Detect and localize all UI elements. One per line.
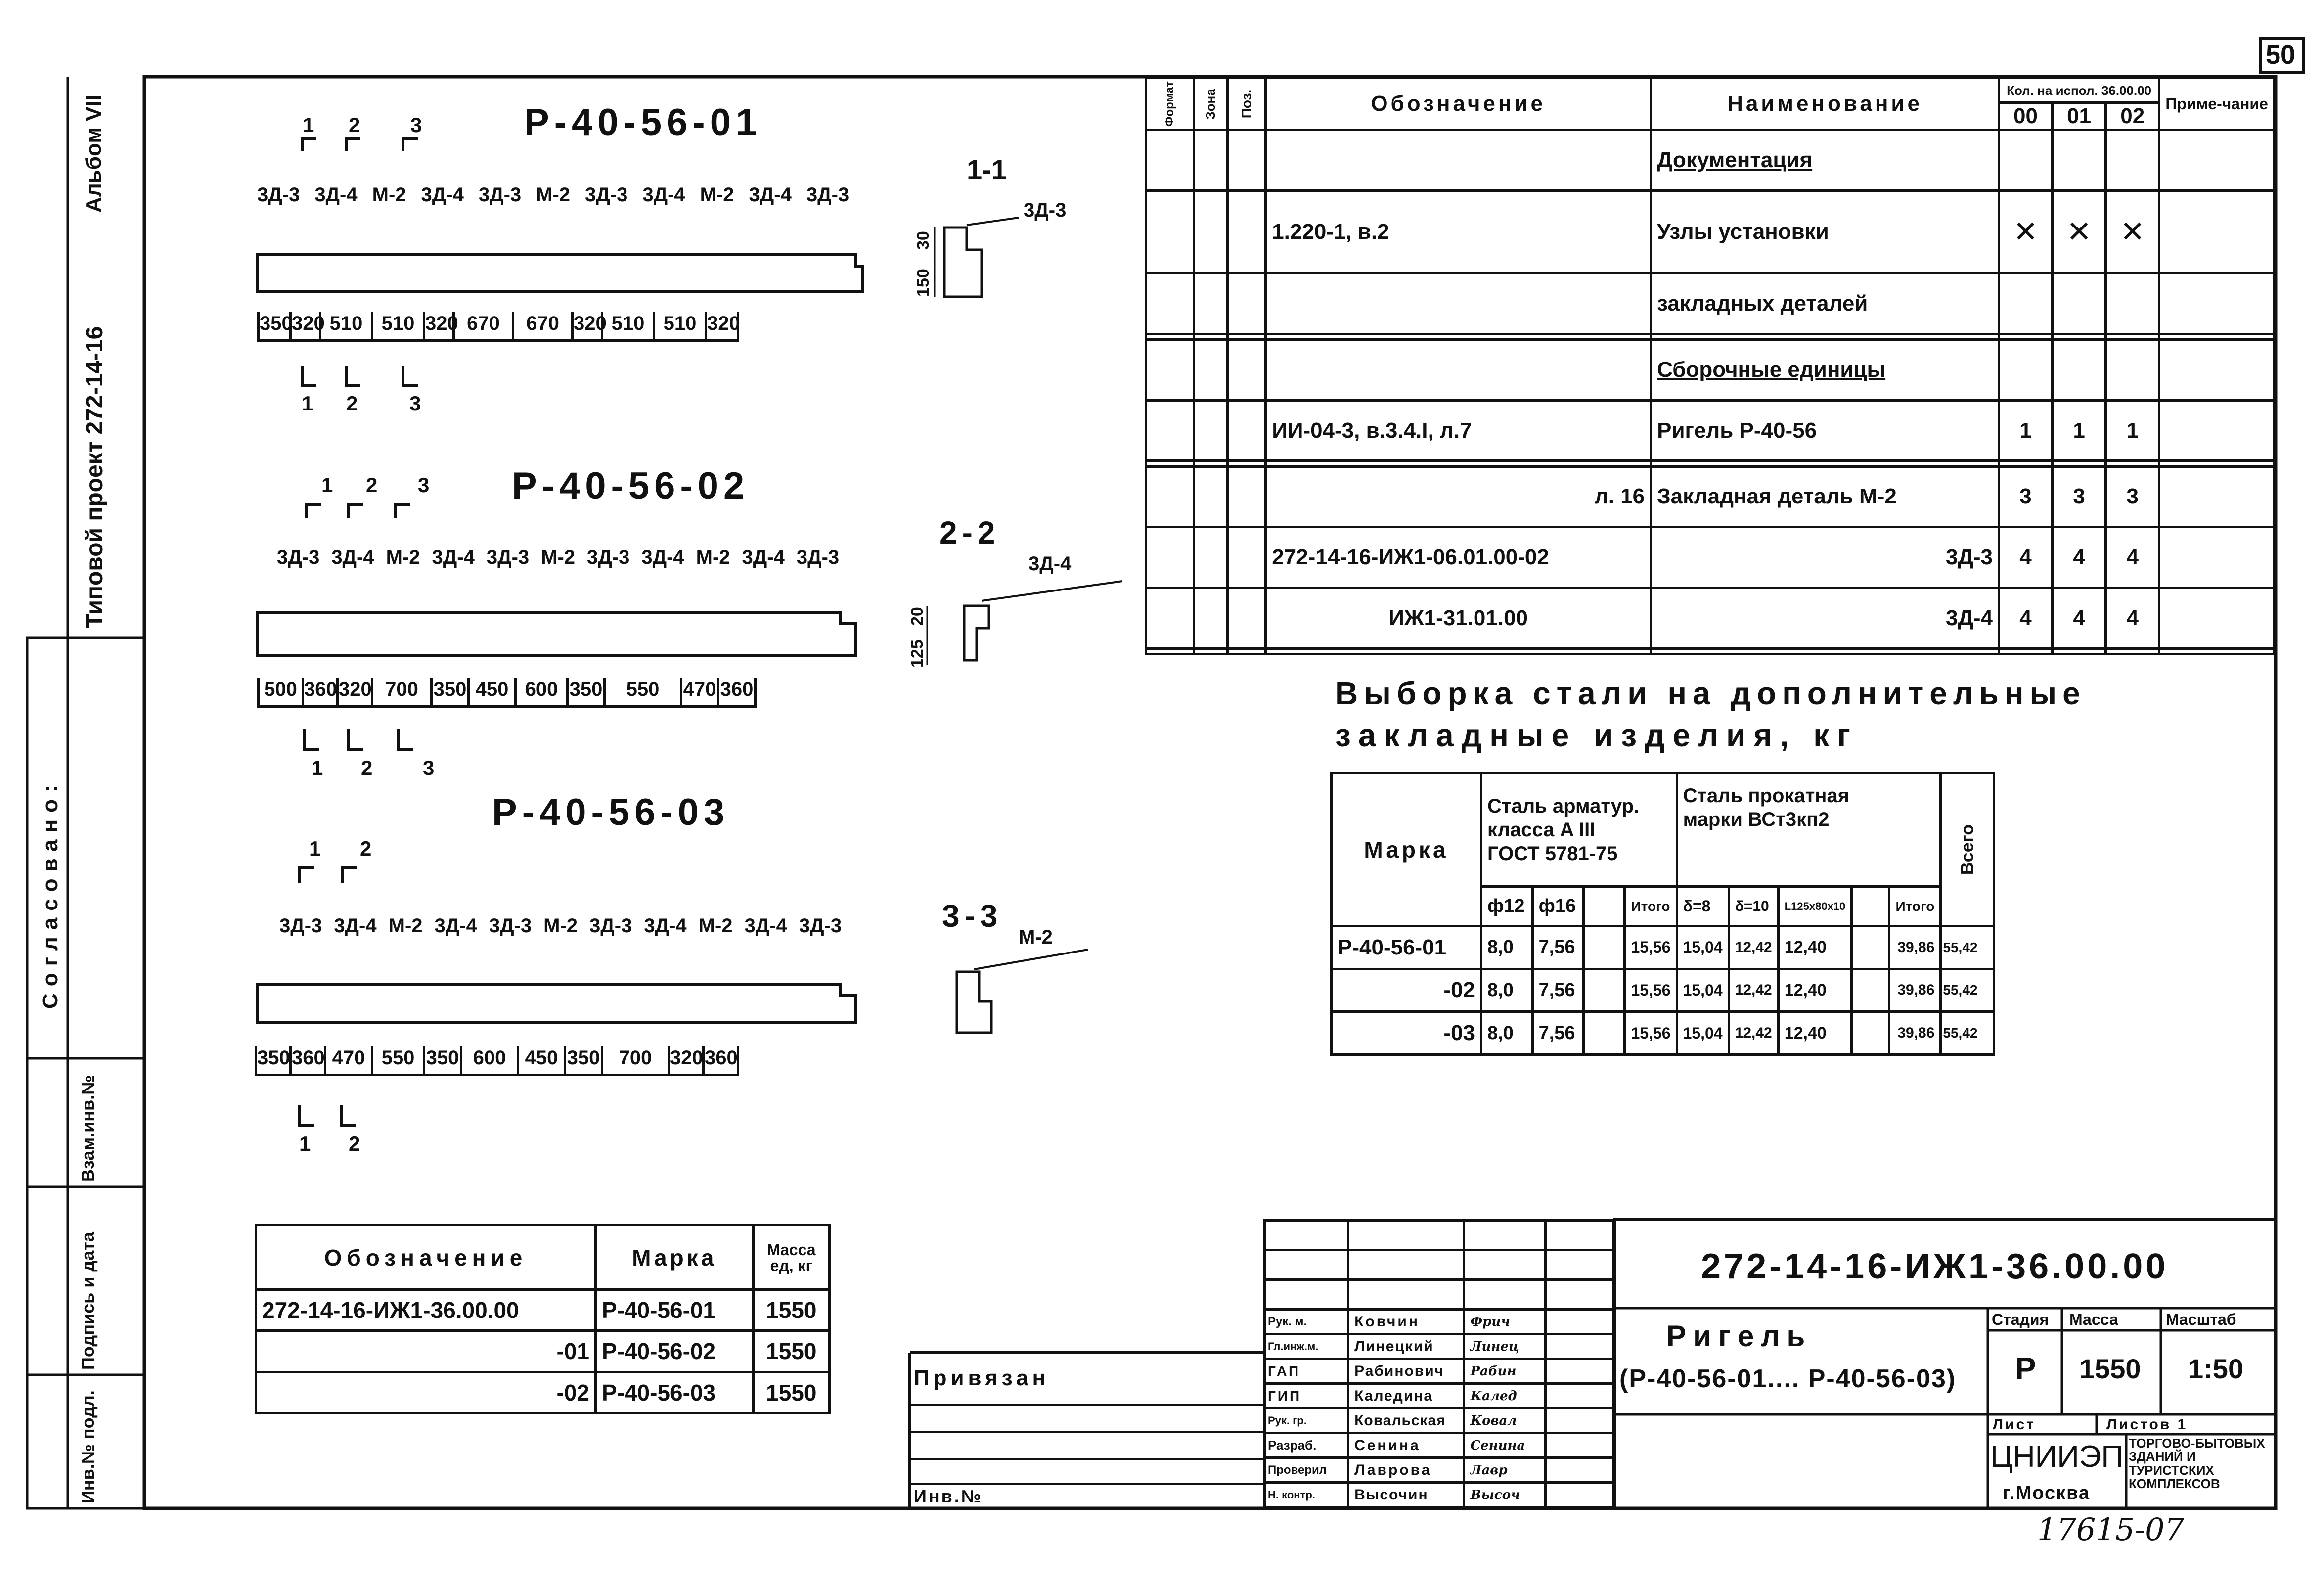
spec-row-name: Сборочные единицы — [1651, 339, 1999, 400]
signature: Линец — [1464, 1334, 1545, 1359]
beam-2-dim: 470 — [682, 678, 719, 705]
beam-2-dim: 360 — [304, 678, 339, 705]
spec-head-qty-01: 01 — [2053, 103, 2106, 130]
series-label: Типовой проект 272-14-16 — [82, 326, 108, 628]
spec-row-name: закладных деталей — [1651, 273, 1999, 334]
beam-2-section-bottom-1: 1 — [312, 756, 323, 779]
steel-row: Р-40-56-01 8,0 7,56 15,56 15,04 12,42 12,40 39,86 55,42 — [1332, 926, 1994, 969]
beam-1-dim: 320 — [707, 312, 739, 339]
spec-head-qty-00: 00 — [1999, 103, 2052, 130]
signature: Рабин — [1464, 1359, 1545, 1384]
section-3-title: 3-3 — [942, 898, 1003, 934]
sheet-number: 50 — [2266, 40, 2296, 70]
title-scale: 1:50 — [2188, 1353, 2244, 1384]
marks-row: -02 Р-40-56-03 1550 — [256, 1372, 830, 1413]
beam-1-dim: 510 — [655, 312, 707, 339]
spec-row-name: Узлы установки — [1651, 190, 1999, 273]
beam-3-dim: 470 — [326, 1046, 373, 1074]
beam-1-section-top-1: 1 — [303, 113, 314, 136]
beam-3-label: 3Д-4 — [434, 915, 477, 937]
spec-row: 1.220-1, в.2 Узлы установки ✕ ✕ ✕ — [1146, 190, 2275, 273]
beam-2-dim: 550 — [606, 678, 682, 705]
marks-row: 272-14-16-ИЖ1-36.00.00 Р-40-56-01 1550 — [256, 1290, 830, 1331]
spec-head-zone: Зона — [1194, 78, 1228, 130]
beam-2-dim: 700 — [373, 678, 433, 705]
beam-2-section-bottom-3: 3 — [423, 756, 435, 779]
beam-3-dim: 350 — [425, 1046, 462, 1074]
beam-2-section-top-2: 2 — [366, 473, 378, 497]
beam-2-dim: 350 — [569, 678, 606, 705]
beam-2-section-top-1: 1 — [321, 473, 333, 497]
beam-2-dim: 450 — [470, 678, 517, 705]
title-org: ЦНИИЭП — [1990, 1440, 2123, 1474]
binding-inv-label: Инв.№ — [914, 1486, 983, 1506]
section-1-title: 1-1 — [967, 154, 1007, 185]
title-stage: Р — [2015, 1351, 2036, 1386]
marks-row: -01 Р-40-56-02 1550 — [256, 1331, 830, 1372]
spec-row: ИИ-04-3, в.3.4.I, л.7 Ригель Р-40-56 1 1 1 — [1146, 400, 2275, 461]
album-label: Альбом VII — [82, 94, 106, 213]
beam-3-label: М-2 — [698, 915, 733, 937]
people-row: Разраб. Сенина Сенина — [1265, 1433, 1613, 1458]
steel-head-rebar: Сталь арматур. класса A III ГОСТ 5781-75 — [1481, 773, 1677, 887]
section-2-title: 2-2 — [939, 515, 1000, 550]
steel-title-1: Выборка стали на дополнительные — [1335, 676, 2086, 711]
beam-2-label: М-2 — [541, 546, 576, 568]
beam-3-section-bottom-2: 2 — [349, 1132, 360, 1155]
beam-1-section-top-3: 3 — [410, 113, 422, 136]
people-row: Проверил Лаврова Лавр — [1265, 1458, 1613, 1483]
title-name-1: Ригель — [1666, 1319, 1812, 1353]
beam-1-dim: 320 — [425, 312, 455, 339]
spec-row-name: Ригель Р-40-56 — [1651, 400, 1999, 461]
beam-3-section-bottom-1: 1 — [299, 1132, 311, 1155]
section-1-dim-a: 30 — [914, 231, 933, 250]
beam-3-section-top-1: 1 — [309, 837, 321, 860]
beam-1-dim: 510 — [603, 312, 655, 339]
beam-3-label: М-2 — [543, 915, 578, 937]
beam-1-label: 3Д-3 — [585, 184, 628, 206]
steel-head-rolled: Сталь прокатная марки ВСт3кп2 — [1677, 773, 1941, 887]
beam-2-label: М-2 — [386, 546, 420, 568]
beam-2-section-top-3: 3 — [418, 473, 430, 497]
beam-3-label: 3Д-3 — [489, 915, 532, 937]
title-head-stage: Стадия — [1992, 1311, 2049, 1328]
steel-row: -03 8,0 7,56 15,56 15,04 12,42 12,40 39,86 55,42 — [1332, 1012, 1994, 1055]
beam-1-label: М-2 — [536, 184, 571, 206]
people-row: Гл.инж.м. Линецкий Линец — [1265, 1334, 1613, 1359]
people-row: Рук. гр. Ковальская Ковал — [1265, 1408, 1613, 1433]
spec-row-name: Документация — [1651, 130, 1999, 191]
title-name-2: (Р-40-56-01.... Р-40-56-03) — [1619, 1364, 1957, 1393]
beam-1-dim: 350 — [260, 312, 292, 339]
signature: Сенина — [1464, 1433, 1545, 1458]
beam-1-label: 3Д-4 — [642, 184, 685, 206]
beam-1-dim: 510 — [321, 312, 373, 339]
beam-3-label: М-2 — [388, 915, 423, 937]
beam-3-dim: 350 — [566, 1046, 603, 1074]
beam-2-dim: 600 — [517, 678, 569, 705]
spec-row: л. 16 Закладная деталь М-2 3 3 3 — [1146, 466, 2275, 527]
beam-3-dim: 360 — [705, 1046, 739, 1074]
spec-row: ИЖ1-31.01.00 3Д-4 4 4 4 — [1146, 588, 2275, 649]
title-head-mass: Масса — [2069, 1311, 2118, 1328]
signature: Ковал — [1464, 1408, 1545, 1433]
beam-3-label: 3Д-4 — [334, 915, 377, 937]
section-2-label: 3Д-4 — [1028, 553, 1072, 575]
beam-3-dim: 320 — [670, 1046, 705, 1074]
beam-1-label: М-2 — [700, 184, 734, 206]
beam-1-label: 3Д-4 — [314, 184, 358, 206]
beam-2-label: 3Д-3 — [486, 546, 530, 568]
beam-3-title: Р-40-56-03 — [492, 791, 730, 833]
beam-1-section-bottom-1: 1 — [302, 392, 313, 415]
beam-1-dim: 670 — [455, 312, 514, 339]
beam-3-dim: 700 — [603, 1046, 670, 1074]
beam-1-label: 3Д-4 — [421, 184, 464, 206]
people-row: Рук. м. Ковчин Фрич — [1265, 1310, 1613, 1334]
spec-head-name: Наименование — [1651, 78, 1999, 130]
section-2-dim-a: 20 — [908, 607, 927, 626]
beam-1-label: 3Д-4 — [749, 184, 792, 206]
spec-row-name: 3Д-3 — [1651, 527, 1999, 588]
beam-3-label: 3Д-4 — [644, 915, 687, 937]
beam-1-section-bottom-3: 3 — [409, 392, 421, 415]
beam-2-label: 3Д-4 — [331, 546, 374, 568]
title-head-scale: Масштаб — [2166, 1311, 2236, 1328]
marks-head-designation: Обозначение — [256, 1226, 596, 1290]
people-row: ГИП Каледина Калед — [1265, 1384, 1613, 1408]
spec-head-designation: Обозначение — [1266, 78, 1651, 130]
footer-note: 17615-07 — [2037, 1511, 2185, 1547]
beam-2-label: 3Д-3 — [796, 546, 840, 568]
inv-orig-label: Инв.№ подл. — [78, 1390, 98, 1503]
beam-1-section-top-2: 2 — [349, 113, 360, 136]
beam-2-label: 3Д-4 — [641, 546, 684, 568]
beam-2-dim: 320 — [339, 678, 373, 705]
beam-3-dim: 600 — [462, 1046, 519, 1074]
title-doc-number: 272-14-16-ИЖ1-36.00.00 — [1701, 1247, 2169, 1286]
beam-1-label: 3Д-3 — [257, 184, 300, 206]
beam-1-label: М-2 — [372, 184, 406, 206]
signature: Фрич — [1464, 1310, 1545, 1334]
beam-1-dim: 320 — [574, 312, 603, 339]
spec-head-pos: Поз. — [1227, 78, 1265, 130]
spec-head-note: Приме-чание — [2159, 78, 2275, 130]
beam-3-dim: 550 — [373, 1046, 425, 1074]
marks-head-mass: Масса ед, кг — [753, 1226, 829, 1290]
people-row: Н. контр. Высочин Высоч — [1265, 1483, 1613, 1507]
steel-table: Марка Сталь арматур. класса A III ГОСТ 5781-75 Сталь прокатная марки ВСт3кп2 Всего ф12 ф16 Итого δ=8 δ=10 L125x80x10 Итого Р-40-56-01 8,0 7,56 15,56 15,04 12,42 12,40 39,86 55,42 -02 8,0 7,56 15,56 15,04 12,42 12,40 39,86 55,42 -03 8,0 7,56 15,56 15,04 12,42 12,40 39,86 55,42 — [1330, 772, 1995, 1056]
spec-head-format: Формат — [1146, 78, 1194, 130]
beam-2-title: Р-40-56-02 — [512, 465, 750, 507]
beam-2-label: 3Д-3 — [277, 546, 320, 568]
title-city: г.Москва — [2003, 1483, 2091, 1503]
section-2-dim-b: 125 — [908, 639, 927, 668]
spec-head-qty: Кол. на испол. 36.00.00 — [1999, 78, 2159, 103]
inv-repl-label: Взам.инв.№ — [78, 1075, 98, 1182]
beam-2-label: 3Д-3 — [587, 546, 630, 568]
marks-head-mark: Марка — [595, 1226, 753, 1290]
spec-head-qty-02: 02 — [2106, 103, 2159, 130]
beam-3-label: 3Д-3 — [589, 915, 632, 937]
title-sheet: Лист — [1993, 1416, 2036, 1433]
beam-1-section-bottom-2: 2 — [346, 392, 358, 415]
beam-1-dim: 320 — [292, 312, 321, 339]
steel-row: -02 8,0 7,56 15,56 15,04 12,42 12,40 39,86 55,42 — [1332, 969, 1994, 1012]
steel-head-mark: Марка — [1332, 773, 1481, 926]
title-mass: 1550 — [2079, 1353, 2141, 1384]
title-sheets: Листов 1 — [2106, 1416, 2188, 1433]
beam-2-section-bottom-2: 2 — [361, 756, 373, 779]
beam-3-dim: 450 — [519, 1046, 566, 1074]
beam-3-label: 3Д-3 — [279, 915, 322, 937]
beam-3-dim: 350 — [257, 1046, 292, 1074]
beam-1-dim: 670 — [514, 312, 574, 339]
section-1-label: 3Д-3 — [1024, 199, 1067, 221]
beam-3-dim: 360 — [292, 1046, 326, 1074]
section-3-label: М-2 — [1019, 926, 1053, 948]
signature: Высоч — [1464, 1483, 1545, 1507]
beam-2-label: 3Д-4 — [742, 546, 785, 568]
spec-row-name: Закладная деталь М-2 — [1651, 466, 1999, 527]
spec-row: 272-14-16-ИЖ1-06.01.00-02 3Д-3 4 4 4 — [1146, 527, 2275, 588]
people-row: ГАП Рабинович Рабин — [1265, 1359, 1613, 1384]
beam-2-label: М-2 — [696, 546, 730, 568]
beam-2-dim: 360 — [719, 678, 757, 705]
beam-2-dim: 350 — [433, 678, 470, 705]
signature: Калед — [1464, 1384, 1545, 1408]
binding-label: Привязан — [914, 1366, 1050, 1390]
title-org-dept: ТОРГОВО-БЫТОВЫХ ЗДАНИЙ И ТУРИСТСКИХ КОМПЛЕКСОВ — [2129, 1436, 2265, 1491]
beam-1-dim: 510 — [373, 312, 425, 339]
beam-1-label: 3Д-3 — [806, 184, 849, 206]
beam-3-label: 3Д-3 — [799, 915, 842, 937]
section-1-dim-b: 150 — [914, 269, 933, 297]
steel-title-2: закладные изделия, кг — [1335, 718, 1858, 753]
spec-row-name: 3Д-4 — [1651, 588, 1999, 649]
beam-2-dim: 500 — [260, 678, 304, 705]
beam-1-title: Р-40-56-01 — [524, 101, 762, 143]
beam-3-label: 3Д-4 — [744, 915, 787, 937]
beam-2-label: 3Д-4 — [432, 546, 475, 568]
steel-head-total: Всего — [1941, 773, 1994, 926]
beam-3-section-top-2: 2 — [360, 837, 372, 860]
beam-1-label: 3Д-3 — [478, 184, 522, 206]
sign-date-label: Подпись и дата — [78, 1232, 98, 1370]
signature: Лавр — [1464, 1458, 1545, 1483]
approved-label: Согласовано: — [38, 778, 62, 1009]
